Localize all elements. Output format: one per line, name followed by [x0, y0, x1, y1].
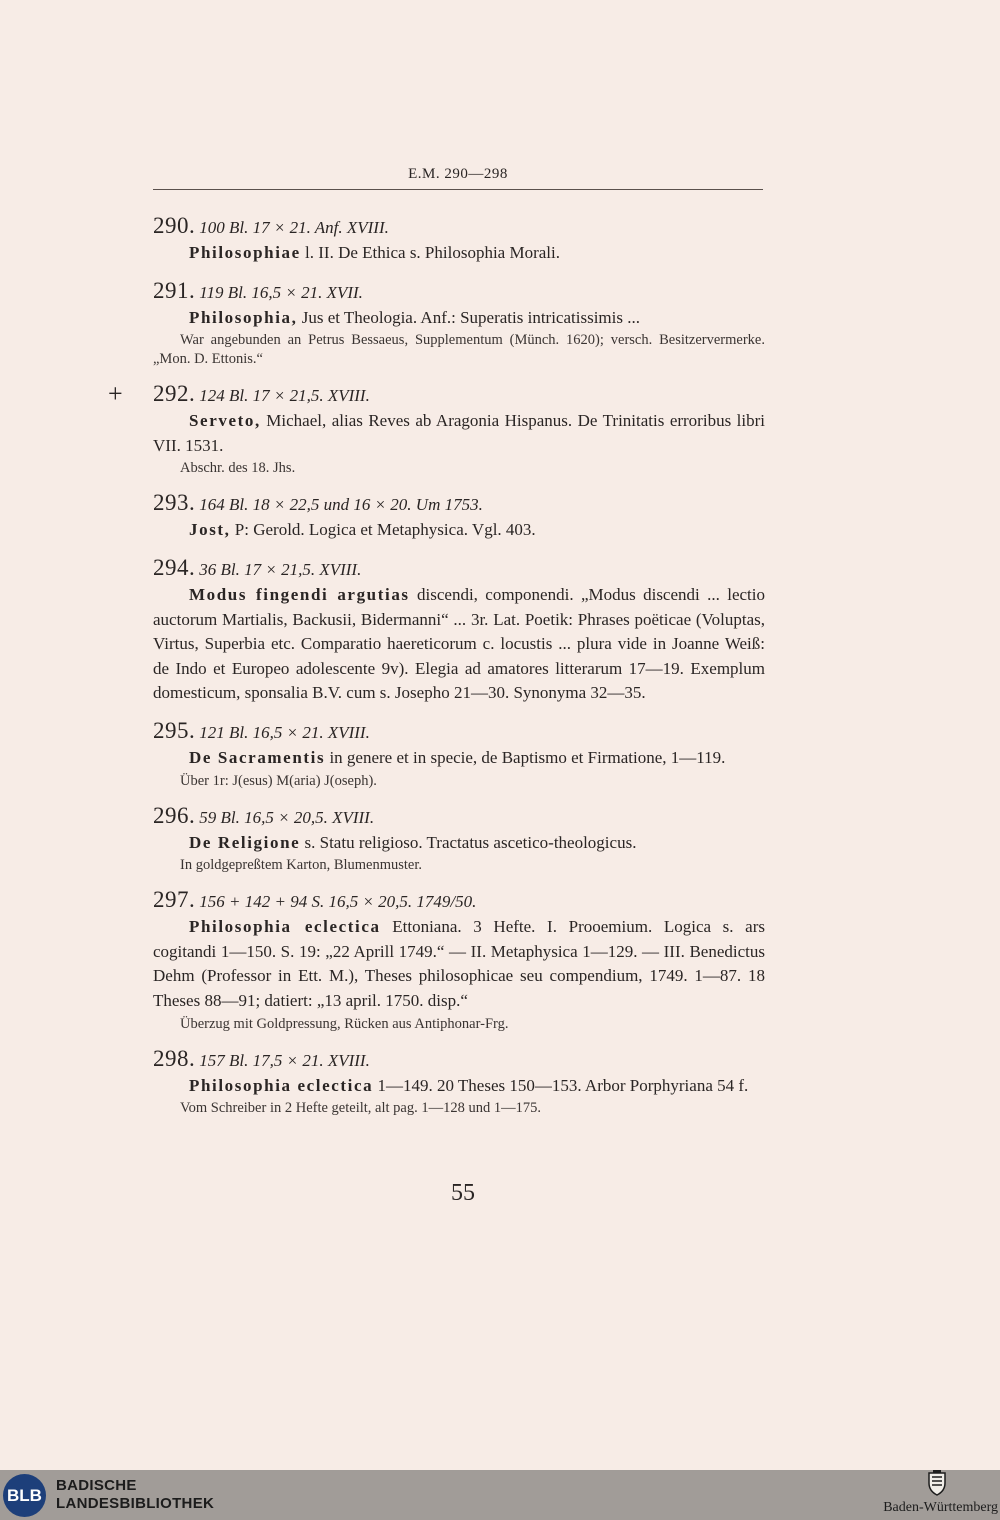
- entry-note: Überzug mit Goldpressung, Rücken aus Antiphonar-Frg.: [180, 1015, 509, 1032]
- entry-text: 1—149. 20 Theses 150—153. Arbor Porphyriana 54 f.: [373, 1075, 749, 1095]
- entry-title: Modus fingendi argutias: [189, 584, 410, 604]
- entry-text: in genere et in specie, de Baptismo et Firmatione, 1—119.: [325, 747, 726, 767]
- entry-meta: 124 Bl. 17 × 21,5. XVIII.: [199, 386, 370, 406]
- entry-title: Philosophia,: [189, 307, 298, 327]
- entry-note: Über 1r: J(esus) M(aria) J(oseph).: [180, 772, 377, 789]
- entry-title: Serveto,: [189, 411, 261, 431]
- entry-number: 290.: [153, 213, 196, 238]
- entry-title: Philosophiae: [189, 243, 301, 262]
- catalog-entry: [153, 212, 765, 266]
- library-name-line2: LANDESBIBLIOTHEK: [56, 1495, 215, 1512]
- entry-note: In goldgepreßtem Karton, Blumenmuster.: [180, 857, 423, 874]
- library-name-line1: BADISCHE: [56, 1477, 137, 1494]
- entry-title: Philosophia eclectica: [189, 917, 381, 937]
- entry-text: Jus et Theologia. Anf.: Superatis intricatissimis ...: [297, 307, 640, 327]
- state-label: Baden-Württemberg: [883, 1500, 998, 1515]
- plus-mark: +: [108, 379, 123, 409]
- entry-text: P: Gerold. Logica et Metaphysica. Vgl. 403.: [230, 520, 536, 540]
- entry-meta: 59 Bl. 16,5 × 20,5. XVIII.: [199, 807, 375, 827]
- catalog-entry: [153, 277, 765, 370]
- entry-number: 294.: [153, 554, 196, 580]
- entry-number: 295.: [153, 717, 196, 743]
- entry-meta: 156 + 142 + 94 S. 16,5 × 20,5. 1749/50.: [199, 892, 477, 912]
- entry-meta: 100 Bl. 17 × 21. Anf. XVIII.: [199, 218, 389, 237]
- catalog-entry: [153, 717, 765, 791]
- entry-meta: 121 Bl. 16,5 × 21. XVIII.: [199, 722, 370, 742]
- library-name[interactable]: [56, 1477, 214, 1513]
- entry-title: De Religione: [189, 832, 301, 852]
- entry-number: 292.: [153, 381, 196, 407]
- page-number: 55: [451, 1180, 475, 1206]
- entry-number: 293.: [153, 490, 196, 516]
- catalog-entries: [108, 212, 765, 1129]
- catalog-entry: [153, 489, 765, 543]
- header-rule: [153, 189, 763, 190]
- entry-text: l. II. De Ethica s. Philosophia Morali.: [300, 243, 560, 262]
- entry-title: De Sacramentis: [189, 747, 326, 767]
- entry-text: discendi, componendi. „Modus discendi ... lectio auctorum Martialis, Backusii, Bidermanni“ ... 3r. Lat. Poetik: Phrases poëticae (Voluptas, Virtus, Superbia etc. Comparatio haereticorum c. locustis ... plura vide in Joanne Weiß: de Indo et Europeo adolescente 9v). Elegia ad amatores litterarum 17—19. Exemplum domesticum, sponsalia B.V. cum s. Josepho 21—30. Synonyma 32—35.: [153, 584, 765, 703]
- catalog-entry: [153, 554, 765, 706]
- catalog-entry: [153, 886, 765, 1033]
- entry-number: 298.: [153, 1045, 196, 1071]
- entry-number: 291.: [153, 277, 196, 303]
- catalog-entry: [153, 1045, 765, 1119]
- entry-number: 296.: [153, 802, 196, 828]
- entry-note: Vom Schreiber in 2 Hefte geteilt, alt pag. 1—128 und 1—175.: [180, 1100, 541, 1117]
- entry-text: Ettoniana. 3 Hefte. I. Prooemium. Logica s. ars cogitandi 1—150. S. 19: „22 Aprill 1749.“ — II. Metaphysica 1—129. — III. Benedictus Dehm (Professor in Ett. M.), Theses philosophicae seu compendium, 1749. 1—87. 18 Theses 88—91; datiert: „13 april. 1750. disp.“: [153, 917, 765, 1010]
- catalog-entry: [153, 802, 765, 876]
- coat-of-arms-icon: [926, 1470, 948, 1496]
- entry-text: s. Statu religioso. Tractatus ascetico-theologicus.: [300, 832, 637, 852]
- entry-text: Michael, alias Reves ab Aragonia Hispanus. De Trinitatis erroribus libri VII. 1531.: [153, 411, 765, 455]
- entry-title: Philosophia eclectica: [189, 1075, 374, 1095]
- running-header: E.M. 290—298: [408, 166, 508, 182]
- entry-note: War angebunden an Petrus Bessaeus, Supplementum (Münch. 1620); versch. Besitzervermerke. „Mon. D. Ettonis.“: [153, 332, 765, 368]
- catalog-entry: [108, 379, 765, 478]
- entry-meta: 164 Bl. 18 × 22,5 und 16 × 20. Um 1753.: [199, 495, 483, 515]
- entry-meta: 119 Bl. 16,5 × 21. XVII.: [199, 282, 363, 302]
- entry-number: 297.: [153, 887, 196, 913]
- entry-title: Jost,: [189, 520, 231, 540]
- entry-note: Abschr. des 18. Jhs.: [180, 460, 296, 477]
- blb-logo-icon[interactable]: BLB: [3, 1474, 46, 1517]
- entry-meta: 36 Bl. 17 × 21,5. XVIII.: [199, 559, 362, 579]
- entry-meta: 157 Bl. 17,5 × 21. XVIII.: [199, 1050, 370, 1070]
